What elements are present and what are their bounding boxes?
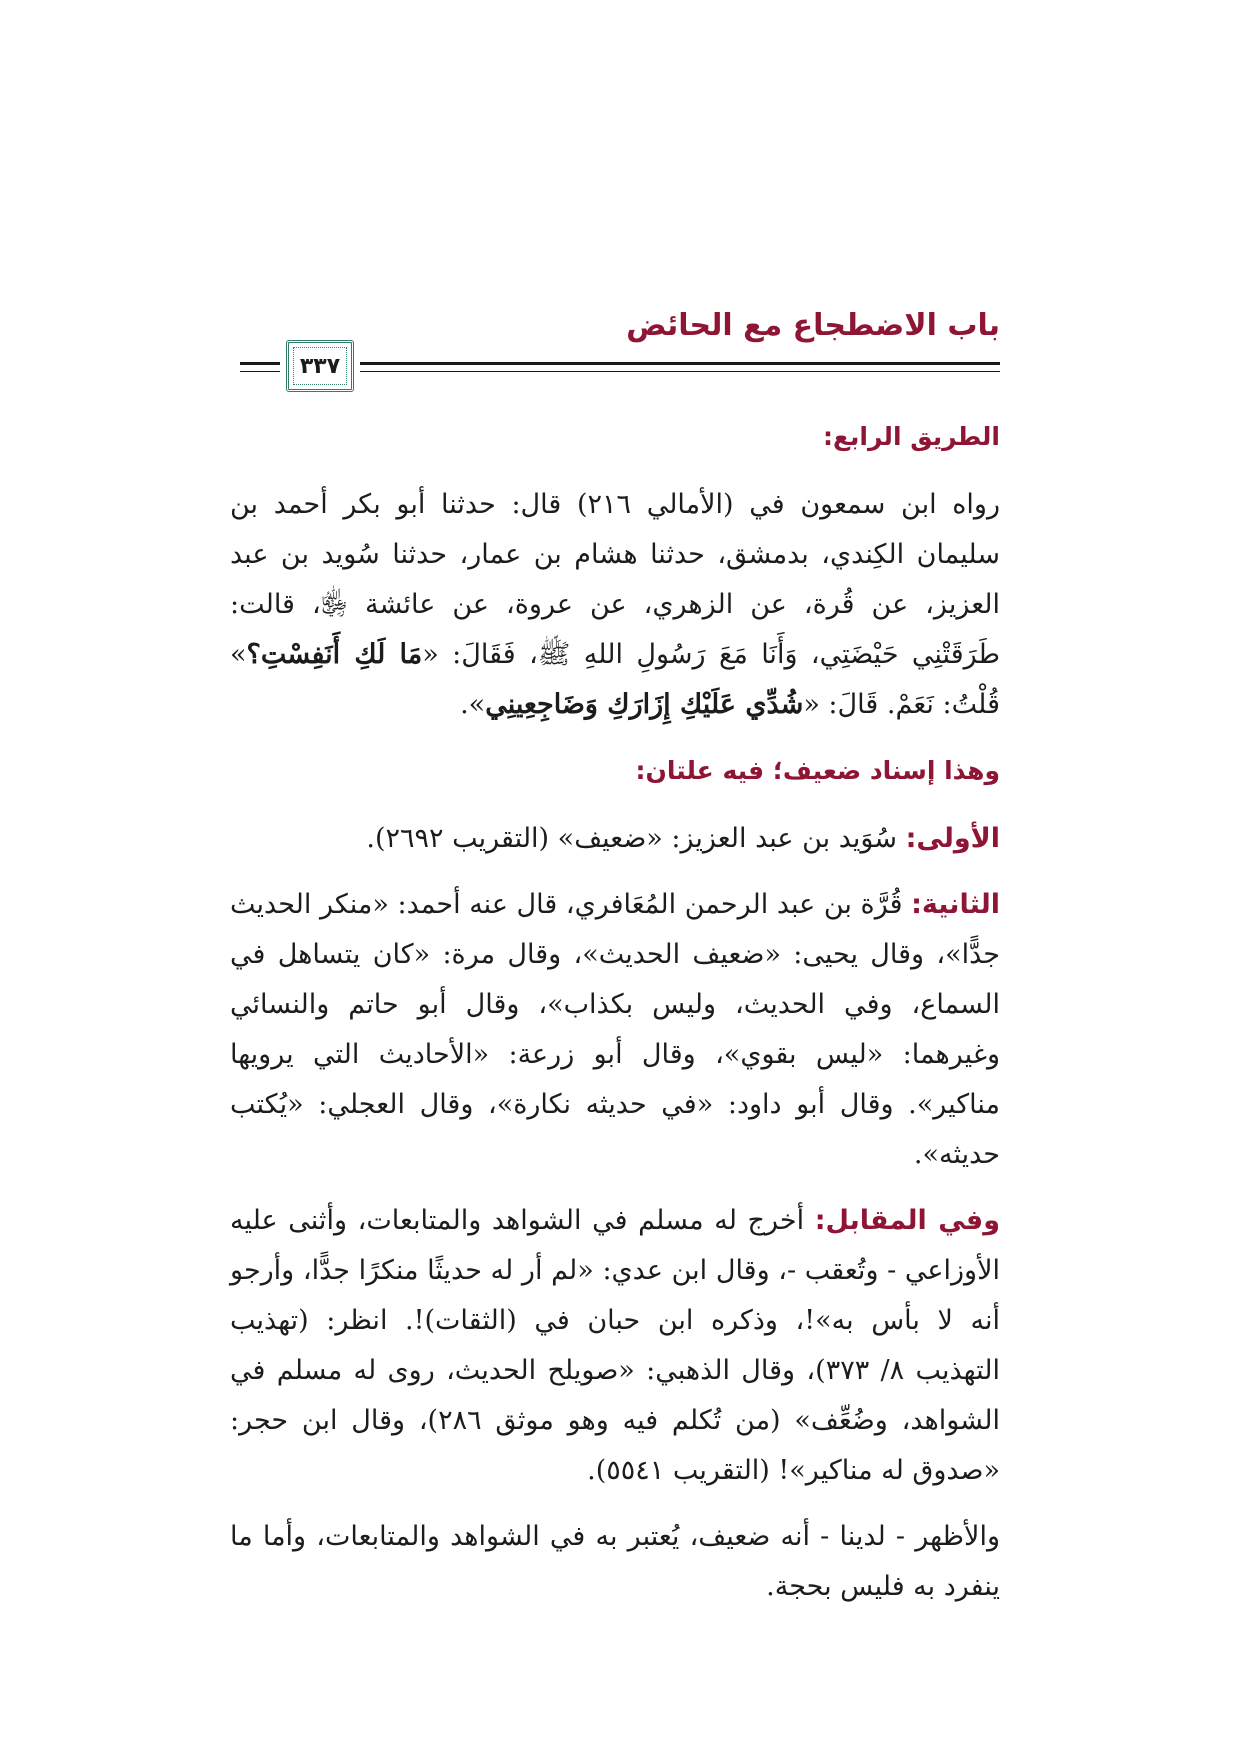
chapter-title: باب الاضطجاع مع الحائض xyxy=(626,308,1000,343)
first-defect-label: الأولى: xyxy=(905,823,1000,854)
assessment-heading: وهذا إسناد ضعيف؛ فيه علتان: xyxy=(635,756,1000,785)
narration-paragraph xyxy=(230,480,1000,730)
narration-text-2: » قُلْتُ: نَعَمْ. قَالَ: « xyxy=(230,639,1000,720)
page-body xyxy=(230,412,1000,1628)
second-defect-paragraph xyxy=(230,880,1000,1180)
section-heading: الطريق الرابع: xyxy=(822,422,1000,451)
counter-label: وفي المقابل: xyxy=(814,1205,1000,1236)
hadith-quote-1: مَا لَكِ أَنَفِسْتِ؟ xyxy=(246,639,423,670)
page-number-ornament-frame xyxy=(286,340,354,392)
first-defect-text: سُوَيد بن عبد العزيز: «ضعيف» (التقريب ٢٦٩٢). xyxy=(366,823,906,854)
hadith-quote-2: شُدِّي عَلَيْكِ إِزَارَكِ وَضَاجِعِينِي xyxy=(485,689,804,720)
page-number: ٣٣٧ xyxy=(299,353,341,379)
header-rule-left xyxy=(240,362,280,372)
page-header xyxy=(240,296,1000,392)
counter-text: أخرج له مسلم في الشواهد والمتابعات، وأثنى عليه الأوزاعي - وتُعقب -، وقال ابن عدي: «لم أر له حديثًا منكرًا جدًّا، وأرجو أنه لا بأس به»!، وذكره ابن حبان في (الثقات)!. انظر: (تهذيب التهذيب ٨/ ٣٧٣)، وقال الذهبي: «صويلح الحديث، روى له مسلم في الشواهد، وضُعِّف» (من تُكلم فيه وهو موثق ٢٨٦)، وقال ابن حجر: «صدوق له مناكير»! (التقريب ٥٥٤١). xyxy=(230,1205,1001,1486)
second-defect-label: الثانية: xyxy=(911,889,1000,920)
second-defect-text: قُرَّة بن عبد الرحمن المُعَافري، قال عنه أحمد: «منكر الحديث جدًّا»، وقال يحيى: «ضعيف الحديث»، وقال مرة: «كان يتساهل في السماع، وفي الحديث، وليس بكذاب»، وقال أبو حاتم والنسائي وغيرهما: «ليس بقوي»، وقال أبو زرعة: «الأحاديث التي يرويها مناكير». وقال أبو داود: «في حديثه نكارة»، وقال العجلي: «يُكتب حديثه». xyxy=(230,889,1000,1170)
first-defect-paragraph xyxy=(230,814,1000,864)
counter-paragraph xyxy=(230,1196,1000,1496)
conclusion-paragraph: والأظهر - لدينا - أنه ضعيف، يُعتبر به في الشواهد والمتابعات، وأما ما ينفرد به فليس بحجة. xyxy=(230,1521,1000,1602)
narration-text-1: رواه ابن سمعون في (الأمالي ٢١٦) قال: حدثنا أبو بكر أحمد بن سليمان الكِندي، بدمشق، حدثنا هشام بن عمار، حدثنا سُويد بن عبد العزيز، عن قُرة، عن الزهري، عن عروة، عن عائشة ﵂، قالت: طَرَقَتْنِي حَيْضَتِي، وَأَنَا مَعَ رَسُولِ اللهِ ﷺ، فَقَالَ: « xyxy=(230,489,1000,670)
header-rule-right xyxy=(360,362,1000,372)
narration-text-3: ». xyxy=(460,689,486,720)
